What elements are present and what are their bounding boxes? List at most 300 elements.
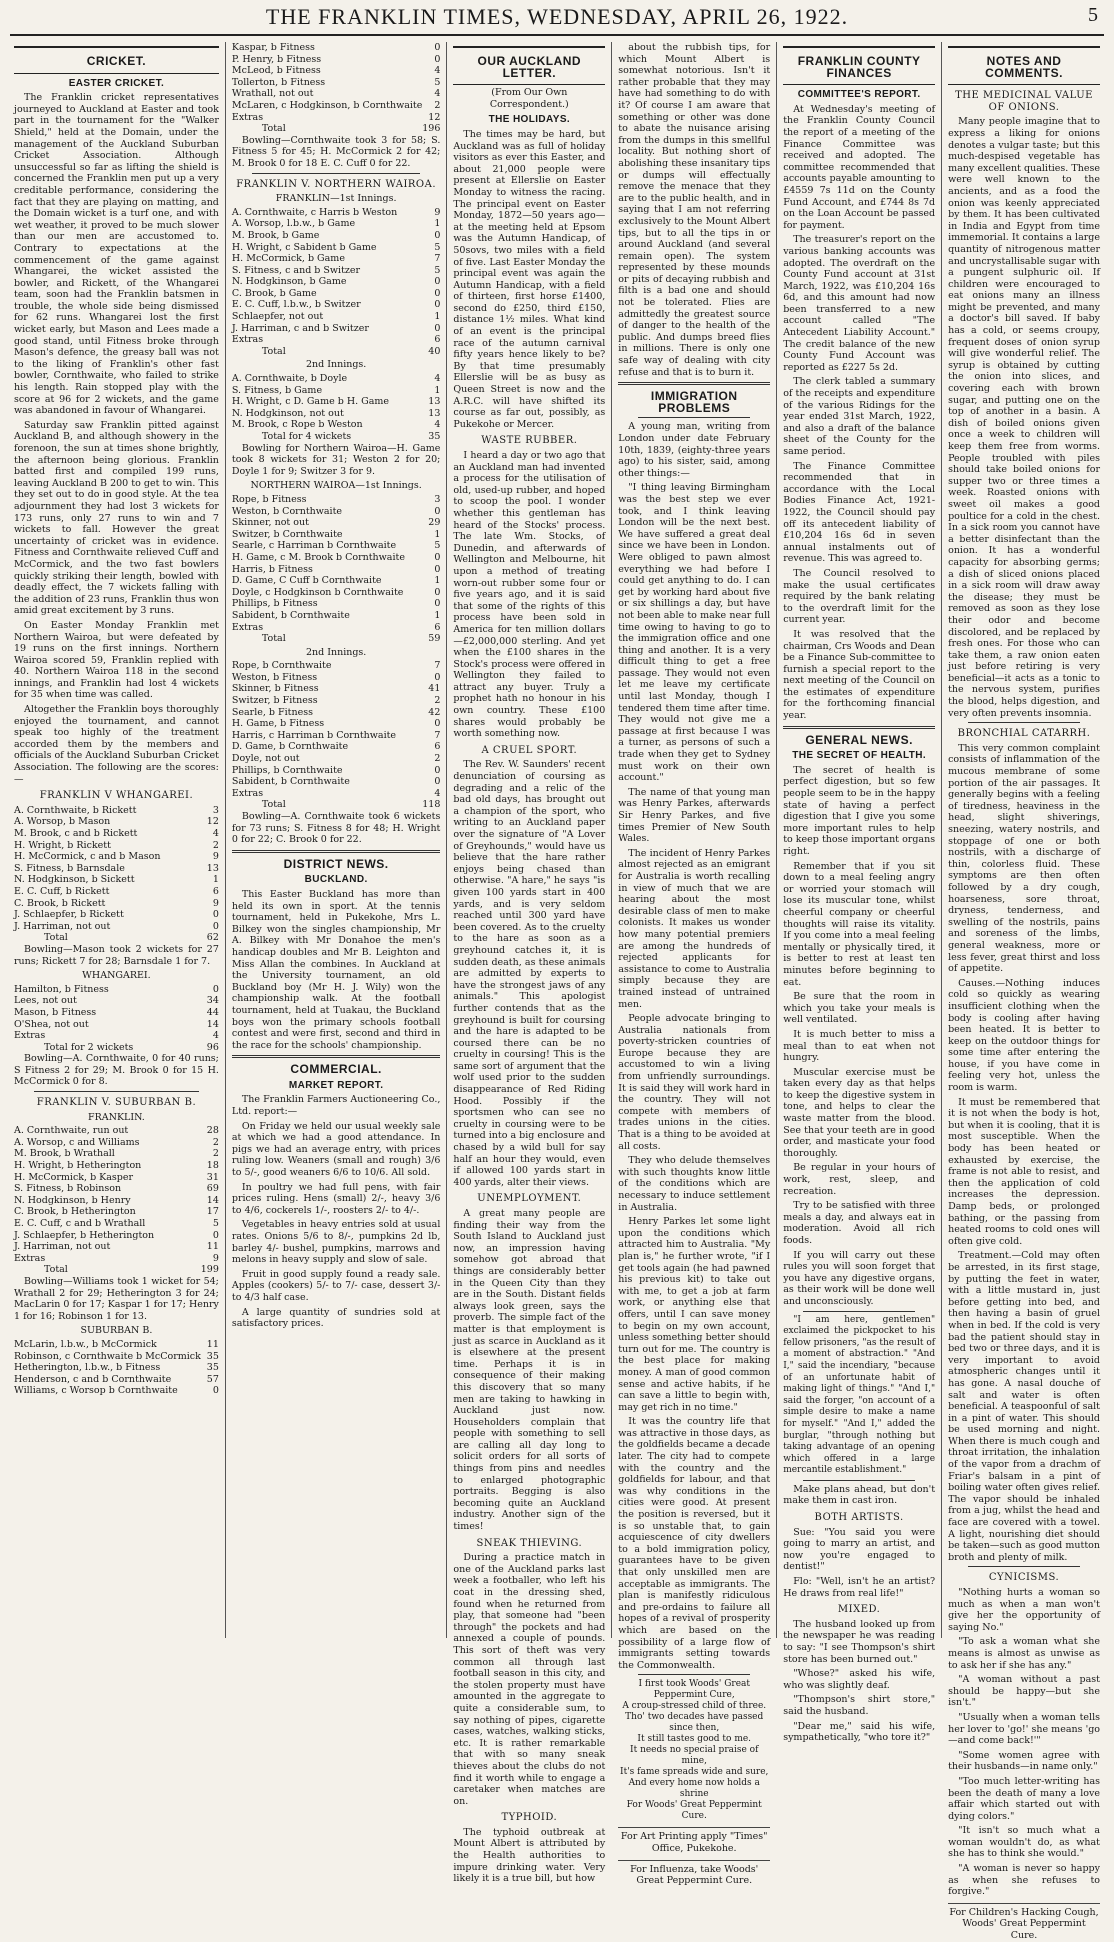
runs: 6 [434,621,441,633]
batsman: Skinner, b Fitness [231,683,319,695]
batsman: N. Hodgkinson, not out [231,407,344,419]
runs: 12 [206,816,219,828]
paragraph: The Council resolved to make the usual certificates required by the bank relating to the overdraft limit for the current year. [783,567,936,626]
committee-report-subheading: COMMITTEE'S REPORT. [797,89,921,101]
paragraph: It was resolved that the chairman, Crs Woods and Dean be a Finance Sub-committee to furnish a special report to the next meeting of the Council on the estimates of expenditure for the forthcoming financial year. [783,628,936,722]
batsman: M. Brook, b Game [231,229,320,241]
score-row [232,529,440,541]
score-row [232,288,440,300]
page-number: 5 [1088,4,1098,26]
section-subheading: BRONCHIAL CATARRH. [957,728,1091,740]
runs: 35 [206,1362,219,1374]
batsman: Harris, b Fitness [231,563,313,575]
batsman: Extras [231,787,264,799]
score-row [14,874,219,886]
section-subheading: A CRUEL SPORT. [481,744,578,756]
runs: 4 [434,373,441,385]
runs: 9 [212,851,219,863]
runs: 0 [434,53,441,65]
score-row [232,299,440,311]
paragraph: Altogether the Franklin boys thoroughly enjoyed the tournament, and cannot speak too highly of the treatment accorded them by the members and officials of the Auckland Suburban Cricket Association. The following are the scores:— [14,704,219,785]
notes-heading: NOTES AND COMMENTS. [985,54,1063,80]
match-heading: FRANKLIN V WHANGAREI. [39,790,194,802]
runs: 0 [434,276,441,288]
paragraph: They who delude themselves with such thoughts know little of the conditions which are necessary to induce settlement in Australia. [618,1155,771,1213]
batsman: Hetherington, l.b.w., b Fitness [14,1362,161,1374]
batsman: McLaren, c Hodgkinson, b Cornthwaite [231,99,423,111]
score-row [14,851,219,863]
divider [803,1480,915,1481]
score-row [232,65,440,77]
batsman: H. McCormick, b Kasper [14,1171,134,1183]
article-body [618,421,770,1671]
score-row [232,230,440,242]
score-row [14,1339,219,1351]
paragraph: Muscular exercise must be taken every day as that helps to keep the digestive system in tone, and helps to clear the waste matter from the blood. See that your teeth are in good order, and masticate your food thoroughly. [783,1066,936,1159]
batsman: H. Wright, c D. Game b H. Game [231,396,390,408]
batsman: Extras [231,334,264,346]
total-row: Total 40 [261,345,441,357]
article-body [453,129,605,430]
batsman: J. Harriman, not out [14,920,111,932]
score-row [232,610,440,622]
runs: 7 [434,729,441,741]
runs: 4 [212,828,219,839]
newspaper-title: THE FRANKLIN TIMES, WEDNESDAY, APRIL 26, 1922. [265,4,849,29]
section-subheading: BOTH ARTISTS. [814,1512,904,1524]
scorecard [232,373,440,431]
score-row [232,765,440,777]
batsman: H. McCormick, b Game [231,253,345,265]
paragraph: The Finance Committee recommended that in accordance with the Local Bodies Finance Act, 1921-1922, the Council should pay off its antecedent liability of £10,204 16s 6d in seven annual instalments out of revenue. This was agreed to. [783,460,936,565]
runs: 2 [212,839,219,851]
paragraph: Many people imagine that to express a liking for onions denotes a vulgar taste; but this much-despised vegetable has many excellent qualities. These were well known to the ancients, and as a food the onion was keenly appreciated by them. It has been cultivated in India and Egypt from time immemorial. It contains a large quantity of nitrogenous matter and uncrystallisable sugar with a pungent sulphuric oil. If children were encouraged to eat onions many an illness might be prevented, and many a doctor's bill saved. If baby has a cold, or seems croupy, frequent doses of onion syrup will give wonderful relief. The syrup is obtained by cutting the onion into slices, and covering each with brown sugar, and putting one on the top of another in a basin. A dish of boiled onions given once a week to children will keep them free from worms. People troubled with piles should take boiled onions for supper two or three times a week. Roasted onions with sweet oil makes a good poultice for a cold in the chest. In a sick room you cannot have a better disinfectant than the onion. It has a wonderful capacity for absorbing germs; a dish of sliced onions placed in a sick room will draw away the disease; they must be removed as soon as they lose their odor and become discolored, and be replaced by fresh ones. For those who can take them, a raw onion eaten just before retiring is very beneficial—it acts as a tonic to the nervous system, purifies the blood, helps digestion, and very often prevents insomnia. [948,116,1100,719]
cricket-article [14,92,219,785]
paragraph: It must be remembered that it is not when the body is hot, but when it is cooling, that it is most susceptible. When the body has been heated or exhausted by exercise, the frame is not able to resist, and then the application of cold increases the depression. Damp beds, or prolonged bathing, or the passing from heated rooms to cold ones will often give cold. [948,1096,1100,1247]
score-row [232,253,440,265]
score-row [232,741,440,753]
score-row [14,805,219,817]
team-heading: SUBURBAN B. [80,1325,153,1337]
runs: 4 [434,88,441,100]
batsman: S. Fitness, b Barnsdale [14,862,125,874]
runs: 0 [212,1229,219,1241]
runs: 5 [434,76,441,88]
score-row [232,598,440,610]
total-row: Total 118 [261,799,441,811]
paragraph: The clerk tabled a summary of the receipts and expenditure of the various Ridings for the year ended 31st March, 1922, and also a draft of the balance sheet of the County for the same period. [783,376,936,457]
runs: 0 [212,920,219,932]
batsman: Robinson, c Cornthwaite b McCormick [14,1350,201,1362]
batsman: C. Brook, b Hetherington [14,1206,136,1218]
runs: 2 [212,1136,219,1148]
column-3 [447,42,612,1885]
score-row [14,1019,219,1031]
article-body [948,116,1100,719]
score-row [14,1195,219,1207]
runs: 5 [434,540,441,552]
paragraph: "Usually when a woman tells her lover to 'go!' she means 'go—and come back!'" [948,1711,1100,1747]
runs: 13 [206,862,219,874]
score-row [232,494,440,506]
section-subheading: WASTE RUBBER. [481,435,578,447]
batsman: A. Cornthwaite, b Rickett [14,804,137,816]
batsman: M. Brook, b Wrathall [14,1148,115,1160]
runs: 41 [428,683,441,695]
paragraph: about the rubbish tips, for which Mount Albert is somewhat notorious. Isn't it rather probable that they may have had something to do with it? Of course I am aware that something or other was done to abate the nuisance arising from the dumps in this smellful locality. But nothing short of abolishing these insanitary tips or dumps will effectually remove the menace that they are to the public health, and in saying that I am not referring exclusively to the Mount Albert tips, but to all the tips in or around Auckland (and several remain open). The system represented by these mounds or pits of decaying rubbish and filth is a bad one and should not be tolerated. Flies are admittedly the greatest source of danger to the health of the public. And dumps breed flies in millions. There is only one safe way of dealing with city refuse and that is to burn it. [618,42,771,378]
batsman: Lees, not out [14,995,77,1007]
score-row [14,1374,219,1386]
score-row [232,683,440,695]
verse-line: It's fame spreads wide and sure, [620,1767,769,1778]
paragraph: Try to be satisfied with three meals a day, and always eat in moderation. Avoid all rich foods. [783,1200,936,1246]
runs: 1 [212,874,219,886]
runs: 17 [206,1206,219,1218]
paragraph: "Nothing hurts a woman so much as when a man won't give her the opportunity of saying No." [948,1587,1100,1633]
score-row [232,88,440,100]
score-row [232,695,440,707]
batsman: A. Cornthwaite, c Harris b Weston [231,206,398,218]
cricket-header [14,46,219,74]
runs: 9 [212,897,219,909]
batsman: Wrathall, not out [231,88,314,100]
divider [252,173,420,174]
column-4 [612,42,777,1887]
article-body [783,1619,935,1744]
score-row [232,276,440,288]
batsman: Phillips, b Fitness [231,598,318,610]
section-subheading: SNEAK THIEVING. [476,1537,583,1549]
batsman: Searle, c Harriman b Cornthwaite [231,540,397,552]
score-row [14,1137,219,1149]
runs: 4 [434,65,441,77]
runs: 1 [434,218,441,230]
runs: 0 [434,718,441,730]
score-row [14,1351,219,1363]
paragraph: It was the country life that was attractive in those days, as the goldfields became a decade later. The city had to compete with the country and the goldfields for labour, and that was why conditions in the cities were good. At present the position is reversed, but it is so unstable that, to gain acquiescence of city dwellers to a bold immigration policy, guarantees have to be given that only unskilled men are acceptable as immigrants. The plan is manifestly ridiculous and pre-ordains to failure all hopes of a revival of prosperity which are based on the possibility of a large flow of immigrants setting towards the Commonwealth. [618,1416,771,1671]
runs: 13 [428,407,441,419]
runs: 57 [206,1373,219,1385]
section-subheading: CYNICISMS. [988,1572,1060,1584]
paragraph: On Easter Monday Franklin met Northern Wairoa, but were defeated by 19 runs on the first innings. Northern Wairoa scored 59, Franklin replied with 40. Northern Wairoa 118 in the second innings, and Franklin had lost 4 wickets for 35 when time was called. [14,619,219,701]
batsman: E. C. Cuff, l.b.w., b Switzer [231,299,361,311]
runs: 44 [206,1006,219,1018]
batsman: Schlaepfer, not out [231,311,324,323]
verse-line: I first took Woods' Great Peppermint Cure, [638,1679,751,1701]
scorecard [232,494,440,633]
paragraph: A young man, writing from London under date February 10th, 1839, (eighty-three years ago) to his sister, said, among other things:— [618,421,771,479]
score-row [232,718,440,730]
runs: 1 [434,575,441,587]
runs: 31 [206,1171,219,1183]
runs: 6 [434,334,441,346]
immigration-heading: IMMIGRATION PROBLEMS [650,389,738,415]
verse-line: A croup-stressed child of three. [622,1701,767,1712]
score-row [232,42,440,54]
article-body [453,759,605,1188]
bowling-summary: Bowling—Williams took 1 wicket for 54; Wrathall 2 for 29; Hetherington 3 for 24; MacLarin 0 for 17; Kaspar 1 for 17; Henry 1 for 16; Robinson 1 for 13. [14,1275,219,1322]
batsman: Phillips, b Cornthwaite [231,764,343,776]
paragraph: The incident of Henry Parkes almost rejected as an emigrant for Australia is worth recalling in view of much that we are hearing about the most desirable class of men to make colonists. It makes us wonder how many potential premiers are among the hundreds of rejected applicants for assistance to come to Australia simply because they are trained instead of untrained men. [618,847,771,1010]
bowling-summary: Bowling—Mason took 2 wickets for 27 runs; Rickett 7 for 28; Barnsdale 1 for 7. [14,943,219,967]
batsman: E. C. Cuff, c and b Wrathall [14,1218,146,1229]
advert-verse [618,1679,770,1822]
batsman: Mason, b Fitness [14,1006,97,1018]
paragraph: On Friday we held our usual weekly sale at which we had a good attendance. In pigs we had an average entry, with prices ruling low. Weaners (small and rough) 3/6 to 5/-, good weaners 6/6 to 10/6. All sold. [231,1120,441,1179]
paragraph: Henry Parkes let some light upon the conditions which attracted him to Australia. "My plan is," he further wrote, "if I get tools again (he had pawned his previous kit) to take out with me, to get a job at farm work, or anything else that offers, until I can save money to begin on my own account, unless something better should turn out for me. The country is the best place for making money. A man of good common sense and active habits, if he can save a little to begin with, may get rich in no time." [618,1216,771,1413]
paragraph: The typhoid outbreak at Mount Albert is attributed by the Health authorities to impure drinking water. Very likely it is a true bill, but how [453,1826,606,1885]
runs: 3 [434,493,441,505]
scorecard [232,42,440,123]
score-row [232,753,440,765]
score-row [14,1007,219,1019]
innings-heading: FRANKLIN—1st Innings. [275,193,397,205]
score-row [14,840,219,852]
paragraph: This very common complaint consists of inflammation of the mucous membrane of some portion of the air passages. It generally begins with a feeling of tiredness, heaviness in the head, slight shiverings, sneezing, watery nostrils, and stoppage of one or both nostrils, with a discharge of thin, colorless fluid. These symptoms are then often followed by a dry cough, hoarseness, sore throat, dryness, tenderness, and swelling of the nostrils, pains and soreness of the limbs, general weakness, more or less fever, great thirst and loss of appetite. [948,742,1100,975]
batsman: H. Wright, b Rickett [14,839,111,851]
paragraph: "Whose?" asked his wife, who was slightly deaf. [783,1668,936,1691]
score-row [14,1362,219,1374]
runs: 0 [434,42,441,53]
batsman: H. Wright, b Hetherington [14,1160,142,1172]
paragraph: The name of that young man was Henry Parkes, afterwards Sir Henry Parkes, and five times Premier of New South Wales. [618,786,771,845]
batsman: Rope, b Cornthwaite [231,660,332,672]
auckland-letter-header [453,46,605,85]
batsman: Sabident, b Cornthwaite [231,776,350,788]
score-row [232,707,440,719]
runs: 0 [434,671,441,683]
column-6 [942,42,1106,1942]
runs: 2 [434,695,441,707]
score-row [14,1385,219,1397]
batsman: S. Fitness, b Robinson [14,1183,122,1195]
runs: 5 [434,241,441,253]
county-finances-header [783,46,935,85]
score-row [232,265,440,277]
verse-line: It still tastes good to me. [637,1734,752,1745]
score-row [232,776,440,788]
batsman: Extras [231,111,264,123]
verse-line: Tho' two decades have passed since then, [625,1712,764,1734]
divider [803,1311,915,1312]
score-row [232,373,440,385]
runs: 29 [428,517,441,529]
batsman: Kaspar, b Fitness [231,42,315,53]
batsman: Doyle, c Hodgkinson b Cornthwaite [231,586,404,598]
section-subheading: MIXED. [837,1604,881,1616]
paragraph: This Easter Buckland has more than held its own in sport. At the tennis tournament, held in Pukekohe, Mrs L. Bilkey won the singles championship, Mr A. Bilkey with Mr Donahoe the men's handicap doubles and Mr B. Leighton and Miss Allan the combines. In Auckland at the University tournament, an old Buckland boy (Mr H. J. Wily) won the championship walk. At the football tournament, held at Tuakau, the Buckland boys won the primary schools football contest and were first, second and third in the race for the schools' championship. [231,888,441,1051]
paragraph: Be sure that the room in which you take your meals is well ventilated. [783,991,936,1026]
score-row [232,419,440,431]
paragraph: Remember that if you sit down to a meal feeling angry or worried your stomach will lose its muscular tone, whilst cheerful company or cheerful thoughts will raise its vitality. If you come into a meal feeling mentally or physically tired, it is better to rest at least ten minutes before beginning to eat. [783,860,936,988]
runs: 9 [434,206,441,218]
batsman: Doyle, not out [231,753,300,765]
total-row: Total 199 [44,1264,219,1276]
batsman: A. Worsop, l.b.w., b Game [231,218,356,230]
double-rule [618,382,770,385]
runs: 5 [434,264,441,276]
runs: 4 [434,787,441,799]
score-row [14,1148,219,1160]
article-body [783,1527,935,1600]
batsman: N. Hodgkinson, b Game [231,276,347,288]
paragraph: "Too much letter-writing has been the death of many a love affair which started out with dying colors." [948,1775,1100,1822]
score-row [232,100,440,112]
runs: 0 [434,287,441,299]
score-row [232,517,440,529]
secret-of-health-subheading: THE SECRET OF HEALTH. [792,750,927,762]
score-row [14,1206,219,1218]
score-row [232,540,440,552]
batsman: M. Brook, c Rope b Weston [231,419,363,431]
paragraph: Causes.—Nothing induces cold so quickly as wearing insufficient clothing when the body is cooling after having been heated. It is better to keep on the outdoor things for some time after entering the house, if you have come in feeling very hot, unless the room is warm. [948,977,1100,1094]
scorecard [14,1125,219,1264]
batsman: Searle, b Fitness [231,706,313,718]
runs: 18 [206,1160,219,1172]
batsman: A. Worsop, c and Williams [14,1136,140,1148]
score-row [232,396,440,408]
runs: 6 [434,741,441,753]
score-row [14,1030,219,1042]
batsman: H. Wright, c Sabident b Game [231,241,377,253]
batsman: N. Hodgkinson, b Henry [14,1194,131,1206]
cricket-heading: CRICKET. [86,54,147,68]
runs: 0 [434,505,441,517]
runs: 1 [434,311,441,323]
paragraph: Fruit in good supply found a ready sale. Apples (cookers) 5/- to 7/- case, dessert 3/- to 4/3 half case. [231,1268,441,1303]
commercial-heading: COMMERCIAL. [290,1062,382,1077]
paragraph: Flo: "Well, isn't he an artist? He draws from real life!" [783,1576,936,1599]
runs: 14 [206,1194,219,1206]
market-report [232,1094,440,1329]
article-body [783,104,935,722]
batsman: Extras [14,1030,46,1042]
score-row [232,112,440,124]
section-subheading: TYPHOID. [501,1812,558,1824]
county-finances-heading: FRANKLIN COUNTY FINANCES [797,54,921,80]
batsman: J. Schlaepfer, b Hetherington [14,1229,155,1241]
bowling-summary: Bowling—A. Cornthwaite, 0 for 40 runs; S Fitness 2 for 29; M. Brook 0 for 15 H. McCormick 0 for 8. [14,1053,219,1088]
paragraph: The Franklin Farmers Auctioneering Co., Ltd. report:— [231,1094,441,1118]
runs: 2 [212,1148,219,1160]
column-1 [8,42,226,1638]
paragraph: "A woman without a past should be happy—but she isn't." [948,1674,1100,1709]
score-row [232,622,440,634]
total-row: Total 196 [261,123,441,135]
runs: 0 [212,909,219,921]
innings-heading: 2nd Innings. [305,646,367,658]
total-row: Total 59 [261,633,441,645]
score-row [14,828,219,840]
runs: 28 [206,1125,219,1137]
batsman: C. Brook, b Rickett [14,897,106,909]
runs: 34 [206,995,219,1007]
article-body [783,765,935,1308]
runs: 0 [434,299,441,311]
paragraph: It is much better to miss a meal than to eat when not hungry. [783,1028,936,1064]
paragraph: Vegetables in heavy entries sold at usual rates. Onions 5/6 to 8/-, pumpkins 2d lb, barley 4/- bushel, pumpkins, marrows and melons in heavy supply and slow of sale. [231,1219,441,1266]
divider [638,417,750,418]
runs: 0 [434,229,441,241]
divider [968,1566,1080,1567]
score-row [232,788,440,800]
batsman: Henderson, c and b Cornthwaite [14,1373,172,1385]
paragraph: During a practice match in one of the Auckland parks last week a footballer, who left his coat in the dressing shed, found when he returned from play, that someone had "been through" the pockets and had annexed a couple of pounds. This sort of theft was very common all through last football season in this city, and the stolen property must have amounted in the aggregate to quite a considerable sum, to say nothing of pipes, cigarette cases, watches, walking sticks, etc. It is rather remarkable that with so many sneak thieves about the clubs do not find it worth while to engage a caretaker when matches are on. [453,1552,606,1807]
batsman: E. C. Cuff, b Rickett [14,885,110,897]
runs: 0 [434,322,441,334]
score-row [14,1125,219,1137]
runs: 3 [212,804,219,816]
paragraph: If you will carry out these rules you will soon forget that you have any digestive organs, as their work will be done well and unconsciously. [783,1249,936,1307]
paragraph: The treasurer's report on the various banking accounts was adopted. The overdraft on the County Fund account at 31st March, 1922, was £10,204 16s 6d, and this amount had now been transferred to a new account called "The Antecedent Liability Account." The credit balance of the new County Fund Account was reported as £227 5s 2d. [783,234,936,373]
batsman: Switzer, b Fitness [231,695,318,707]
divider [638,1674,750,1675]
runs: 0 [434,551,441,563]
runs: 4 [434,419,441,431]
score-row [232,506,440,518]
paragraph: "A woman is never so happy as when she refuses to forgive." [948,1863,1100,1898]
advert: For Art Printing apply "Times" Office, Pukekohe. [618,1827,770,1854]
score-row [232,54,440,66]
team-heading: FRANKLIN. [88,1111,145,1123]
score-row [232,564,440,576]
score-row [232,575,440,587]
batsman: A. Cornthwaite, b Doyle [231,373,348,385]
runs: 13 [428,396,441,408]
scorecard [232,660,440,799]
score-row [14,984,219,996]
article-body [453,450,605,740]
general-news-heading: GENERAL NEWS. [805,732,913,747]
score-row [232,587,440,599]
score-row [232,218,440,230]
advert: For Influenza, take Woods' Great Peppermint Cure. [618,1860,770,1887]
runs: 4 [212,1030,219,1042]
batsman: Rope, b Fitness [231,493,307,505]
bowling-summary: Bowling—A. Cornthwaite took 6 wickets for 73 runs; S. Fitness 8 for 48; H. Wright 0 for 22; C. Brook 0 for 22. [231,811,441,846]
double-rule [232,850,440,853]
runs: 7 [434,253,441,265]
score-row [232,730,440,742]
batsman: A. Cornthwaite, run out [14,1125,129,1137]
batsman: H. Game, b Fitness [231,718,325,730]
batsman: N. Hodgkinson, b Sickett [14,874,135,886]
runs: 0 [212,983,219,995]
runs: 0 [212,1385,219,1397]
runs: 42 [428,706,441,718]
score-row [14,886,219,898]
total-row: Total for 2 wickets 96 [44,1041,219,1053]
team-heading: WHANGAREI. [82,970,151,982]
article-body [618,42,770,378]
column-2 [226,42,447,1638]
batsman: Hamilton, b Fitness [14,983,109,995]
score-row [232,77,440,89]
batsman: Extras [14,1252,46,1264]
runs: 7 [434,660,441,672]
score-row [232,207,440,219]
score-row [14,1160,219,1172]
runs: 0 [434,764,441,776]
score-row [14,995,219,1007]
score-row [14,863,219,875]
double-rule [232,1055,440,1058]
section-subheading: UNEMPLOYMENT. [477,1193,582,1205]
batsman: S. Fitness, c and b Switzer [231,264,361,276]
byline: (From Our Own Correspondent.) [489,87,569,110]
article-body [453,1208,605,1533]
paragraph: The husband looked up from the newspaper he was reading to say: "I see Thompson's shirt store has been burned out." [783,1618,936,1665]
